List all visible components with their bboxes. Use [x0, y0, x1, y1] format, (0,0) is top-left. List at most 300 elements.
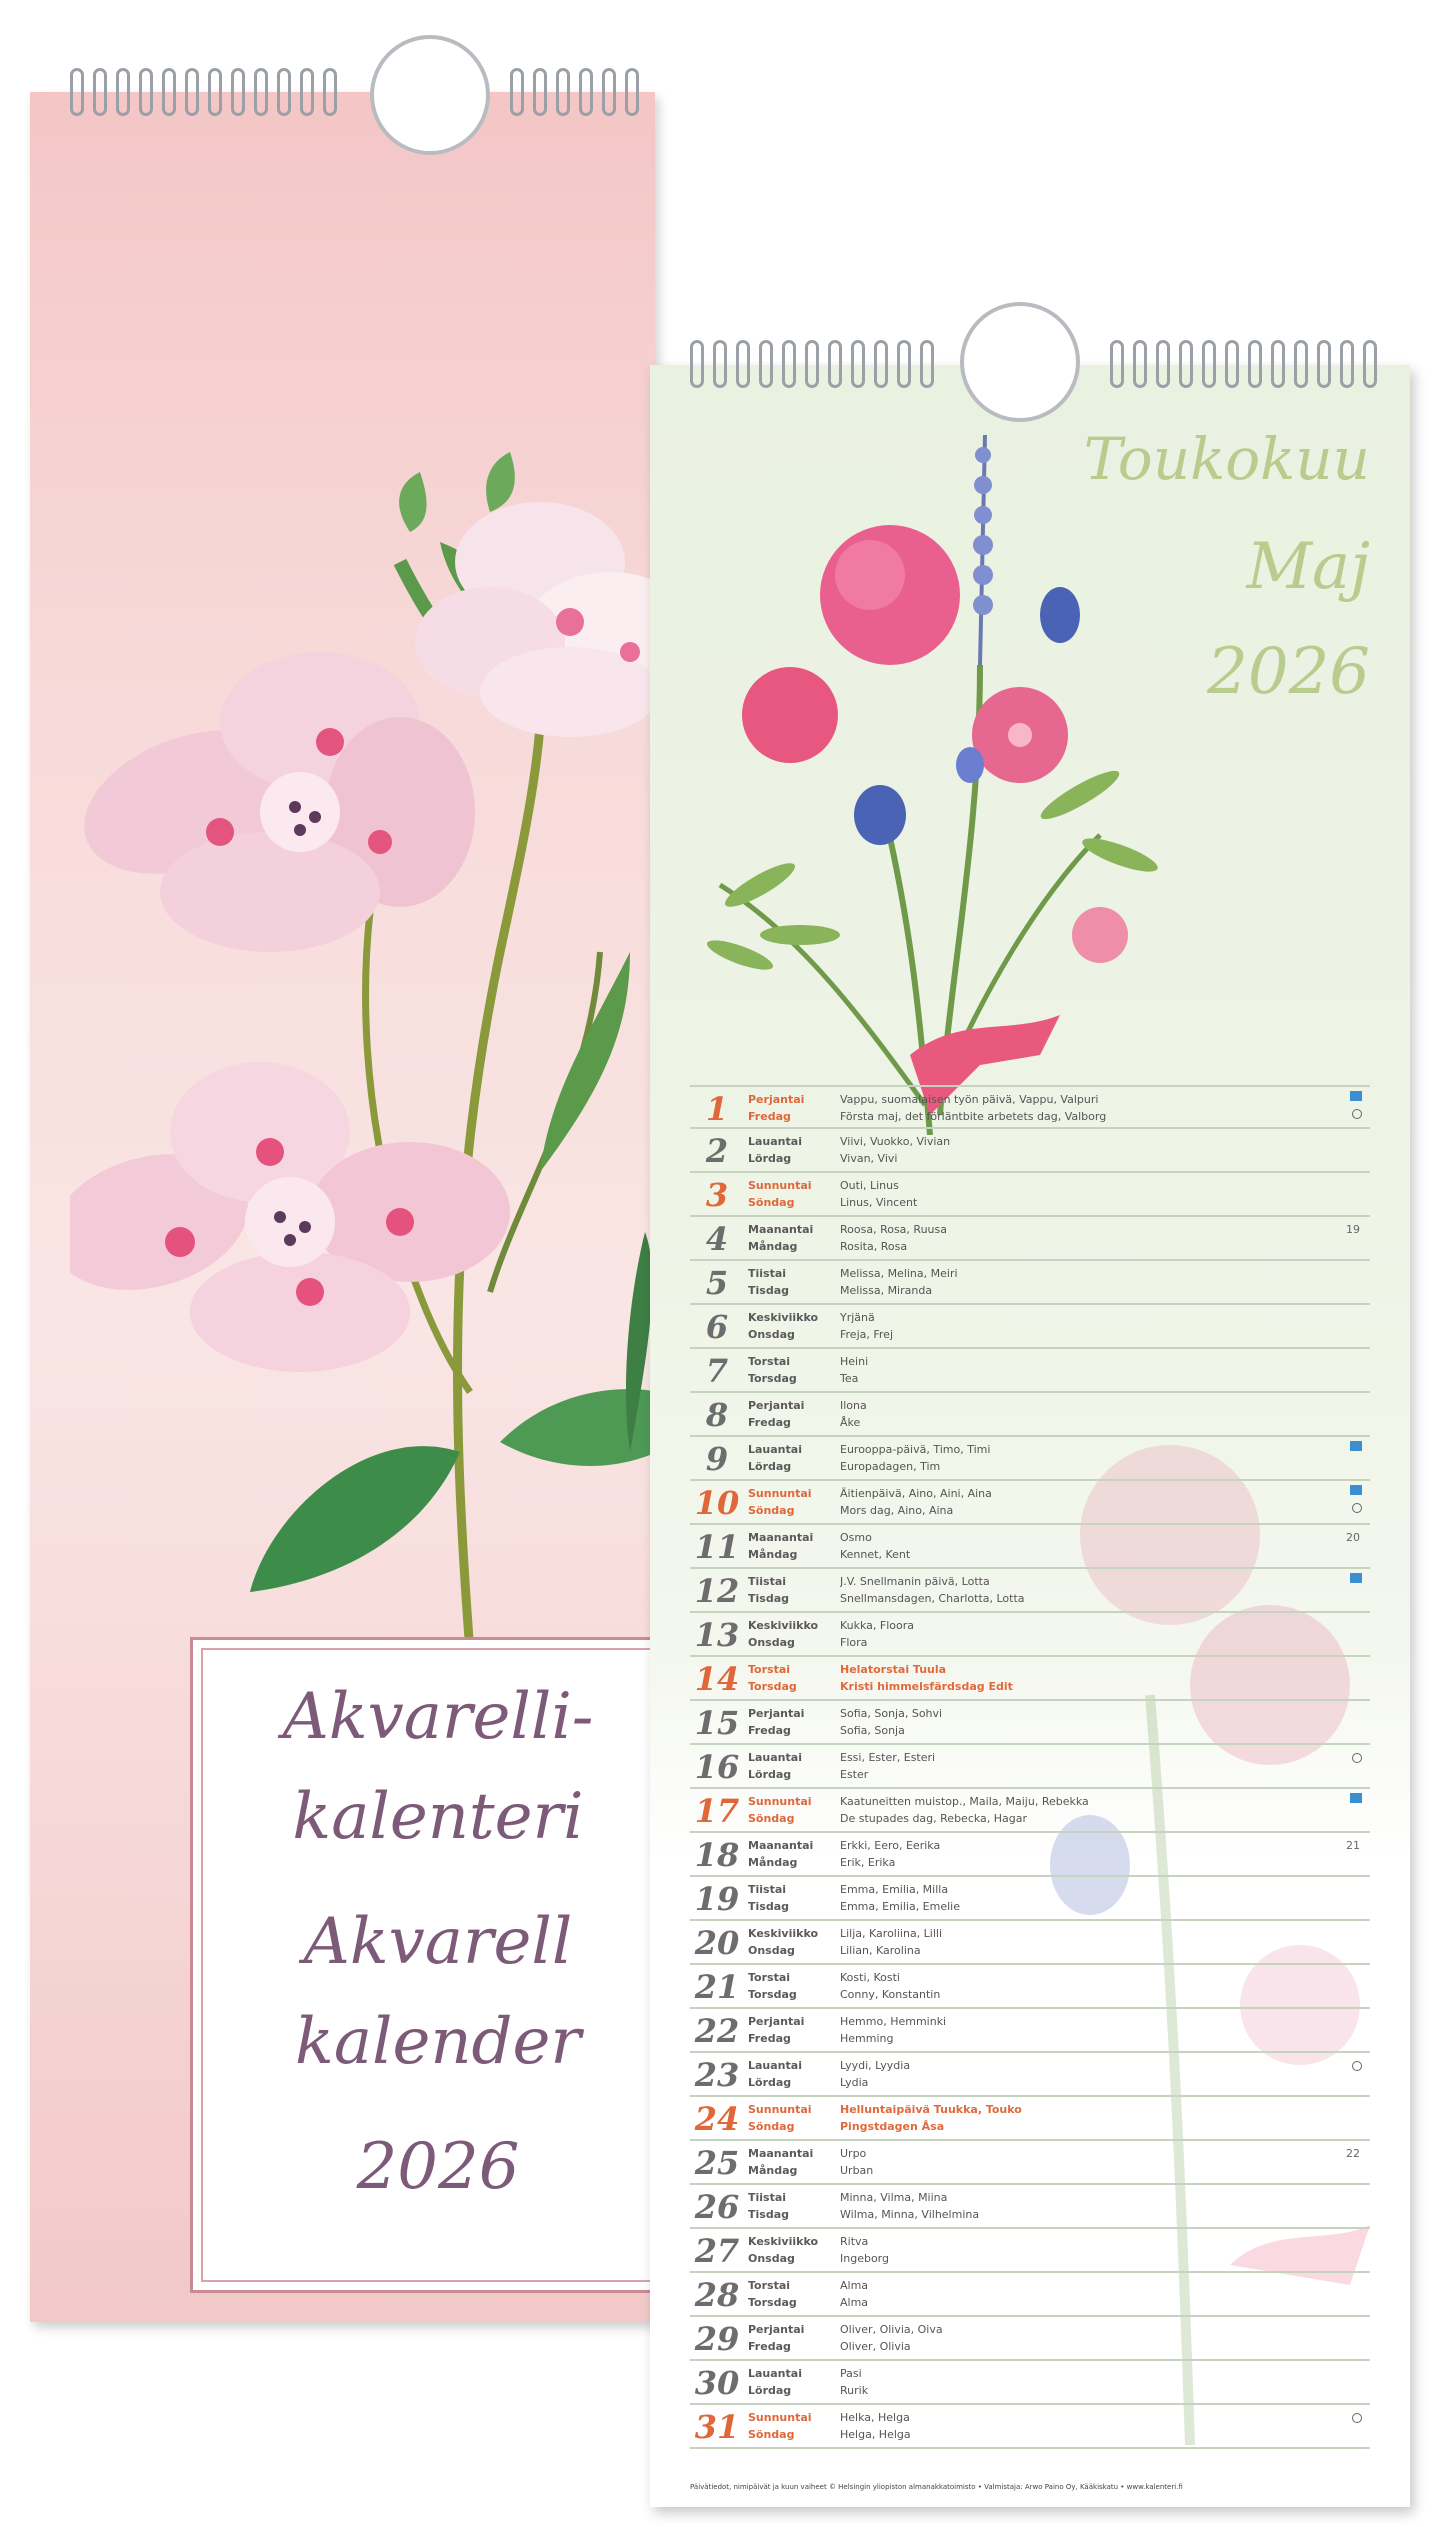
name-days — [840, 1091, 1310, 1125]
spiral-ring — [70, 68, 84, 116]
weekday-names — [748, 1485, 838, 1519]
day-number: 2 — [705, 1132, 729, 1170]
nameday-sv: Lilian, Karolina — [840, 1944, 921, 1957]
weekday-sv: Måndag — [748, 2164, 798, 2177]
weekday-fi: Tiistai — [748, 1575, 787, 1588]
weekday-sv: Lördag — [748, 2076, 792, 2089]
weekday-names — [748, 1397, 838, 1431]
day-number: 3 — [705, 1176, 729, 1214]
nameday-fi: Sofia, Sonja, Sohvi — [840, 1707, 943, 1720]
nameday-fi: Helluntaipäivä Tuukka, Touko — [840, 2103, 1022, 2116]
spiral-ring — [602, 68, 616, 116]
day-row — [690, 1921, 1370, 1965]
flag-icon — [1350, 1441, 1362, 1451]
day-row — [690, 1613, 1370, 1657]
spiral-ring — [162, 68, 176, 116]
day-number: 12 — [694, 1572, 740, 1610]
name-days — [840, 2057, 1310, 2091]
day-row — [690, 2097, 1370, 2141]
spiral-ring — [1340, 340, 1354, 388]
day-number: 27 — [694, 2232, 740, 2270]
weekday-fi: Lauantai — [748, 1751, 802, 1764]
day-number: 22 — [694, 2012, 740, 2050]
name-days — [840, 1705, 1310, 1739]
day-number: 18 — [694, 1836, 740, 1874]
name-days — [840, 1397, 1310, 1431]
name-days — [840, 1661, 1310, 1695]
weekday-names — [748, 2409, 838, 2443]
nameday-fi: Hemmo, Hemminki — [840, 2015, 947, 2028]
name-days — [840, 1177, 1310, 1211]
weekday-sv: Torsdag — [748, 1680, 797, 1693]
weekday-sv: Onsdag — [748, 2252, 795, 2265]
nameday-fi: Ilona — [840, 1399, 867, 1412]
weekday-names — [748, 1265, 838, 1299]
nameday-sv: Ingeborg — [840, 2252, 889, 2265]
name-days — [840, 1441, 1310, 1475]
day-row — [690, 1437, 1370, 1481]
weekday-fi: Maanantai — [748, 1223, 814, 1236]
spiral-ring — [1363, 340, 1377, 388]
spiral-ring — [782, 340, 796, 388]
name-days — [840, 1881, 1310, 1915]
spiral-ring — [185, 68, 199, 116]
weekday-fi: Lauantai — [748, 2059, 802, 2072]
day-number: 24 — [694, 2100, 740, 2138]
day-number: 5 — [705, 1264, 729, 1302]
weekday-sv: Fredag — [748, 1416, 791, 1429]
week-number: 22 — [1346, 2147, 1360, 2160]
nameday-fi: Oliver, Olivia, Oiva — [840, 2323, 943, 2336]
name-days — [840, 1265, 1310, 1299]
weekday-fi: Tiistai — [748, 2191, 787, 2204]
month-name-sv: Maj — [1246, 530, 1370, 604]
nameday-fi: Urpo — [840, 2147, 867, 2160]
day-number: 4 — [705, 1220, 729, 1258]
nameday-fi: Outi, Linus — [840, 1179, 899, 1192]
cover-spiral-binding-right — [510, 68, 639, 116]
cover-calendar — [30, 92, 655, 2322]
flag-icon — [1350, 1793, 1362, 1803]
name-days — [840, 1793, 1310, 1827]
weekday-names — [748, 1441, 838, 1475]
weekday-names — [748, 1793, 838, 1827]
spiral-ring — [323, 68, 337, 116]
spiral-ring — [139, 68, 153, 116]
nameday-sv: Åke — [840, 1416, 861, 1429]
nameday-fi: Essi, Ester, Esteri — [840, 1751, 936, 1764]
weekday-sv: Söndag — [748, 1504, 795, 1517]
nameday-fi: Kaatuneitten muistop., Maila, Maiju, Rebekka — [840, 1795, 1089, 1808]
weekday-names — [748, 1309, 838, 1343]
may-calendar-page — [650, 365, 1410, 2507]
weekday-sv: Måndag — [748, 1548, 798, 1561]
cover-title-fi-line2: kalenteri — [292, 1780, 584, 1854]
day-row — [690, 2273, 1370, 2317]
weekday-sv: Torsdag — [748, 1372, 797, 1385]
nameday-sv: Sofia, Sonja — [840, 1724, 905, 1737]
weekday-fi: Sunnuntai — [748, 2103, 812, 2116]
name-days — [840, 1617, 1310, 1651]
nameday-sv: Oliver, Olivia — [840, 2340, 911, 2353]
nameday-fi: Erkki, Eero, Eerika — [840, 1839, 941, 1852]
spiral-ring — [690, 340, 704, 388]
nameday-sv: Första maj, det förläntbite arbetets dag, Valborg — [840, 1110, 1107, 1123]
weekday-names — [748, 1221, 838, 1255]
name-days — [840, 1573, 1310, 1607]
month-name-fi: Toukokuu — [1083, 425, 1370, 493]
weekday-fi: Maanantai — [748, 1531, 814, 1544]
week-number: 20 — [1346, 1531, 1360, 1544]
day-row — [690, 1217, 1370, 1261]
spiral-ring — [1225, 340, 1239, 388]
nameday-fi: Kukka, Floora — [840, 1619, 915, 1632]
day-row — [690, 1393, 1370, 1437]
weekday-names — [748, 2189, 838, 2223]
weekday-names — [748, 2277, 838, 2311]
day-row — [690, 1877, 1370, 1921]
name-days — [840, 2233, 1310, 2267]
spiral-ring — [93, 68, 107, 116]
name-days — [840, 1353, 1310, 1387]
cover-title-sv-line2: kalender — [295, 2005, 581, 2079]
spiral-ring — [254, 68, 268, 116]
spiral-ring — [759, 340, 773, 388]
nameday-sv: Urban — [840, 2164, 874, 2177]
weekday-fi: Perjantai — [748, 1399, 805, 1412]
day-row — [690, 2317, 1370, 2361]
day-number: 20 — [694, 1924, 740, 1962]
nameday-sv: Wilma, Minna, Vilhelmina — [840, 2208, 980, 2221]
nameday-sv: Kristi himmelsfärdsdag Edit — [840, 1680, 1013, 1693]
nameday-sv: Rurik — [840, 2384, 869, 2397]
spiral-ring — [1294, 340, 1308, 388]
weekday-names — [748, 1925, 838, 1959]
weekday-sv: Fredag — [748, 2032, 791, 2045]
nameday-sv: Europadagen, Tim — [840, 1460, 941, 1473]
weekday-names — [748, 2365, 838, 2399]
spiral-ring — [1248, 340, 1262, 388]
day-number: 8 — [705, 1396, 729, 1434]
weekday-names — [748, 1353, 838, 1387]
spiral-ring — [897, 340, 911, 388]
nameday-sv: Melissa, Miranda — [840, 1284, 933, 1297]
nameday-fi: J.V. Snellmanin päivä, Lotta — [840, 1575, 990, 1588]
weekday-sv: Onsdag — [748, 1328, 795, 1341]
name-days — [840, 2277, 1310, 2311]
day-number: 19 — [694, 1880, 740, 1918]
nameday-sv: De stupades dag, Rebecka, Hagar — [840, 1812, 1028, 1825]
weekday-fi: Maanantai — [748, 1839, 814, 1852]
name-days — [840, 2145, 1310, 2179]
month-year: 2026 — [1207, 635, 1370, 709]
day-row — [690, 1525, 1370, 1569]
nameday-sv: Helga, Helga — [840, 2428, 911, 2441]
weekday-sv: Torsdag — [748, 2296, 797, 2309]
spiral-ring — [231, 68, 245, 116]
nameday-fi: Lyydi, Lyydia — [840, 2059, 911, 2072]
weekday-names — [748, 2145, 838, 2179]
day-row — [690, 1789, 1370, 1833]
day-row — [690, 1745, 1370, 1789]
nameday-fi: Kosti, Kosti — [840, 1971, 900, 1984]
day-row — [690, 2229, 1370, 2273]
cover-year: 2026 — [356, 2130, 520, 2204]
weekday-fi: Keskiviikko — [748, 1619, 819, 1632]
name-days — [840, 2101, 1310, 2135]
nameday-sv: Rosita, Rosa — [840, 1240, 908, 1253]
front-hanger-hole — [960, 302, 1080, 422]
nameday-fi: Melissa, Melina, Meiri — [840, 1267, 958, 1280]
day-number: 26 — [694, 2188, 740, 2226]
weekday-sv: Tisdag — [748, 1592, 789, 1605]
weekday-names — [748, 1661, 838, 1695]
day-number: 16 — [694, 1748, 740, 1786]
footer-credits: Päivätiedot, nimipäivät ja kuun vaiheet © Helsingin yliopiston almanakkatoimisto • Valmistaja: Arwo Paino Oy, Kääkiskatu • www.kalenteri.fi — [690, 2483, 1183, 2491]
weekday-fi: Sunnuntai — [748, 1179, 812, 1192]
spiral-ring — [277, 68, 291, 116]
spiral-ring — [1110, 340, 1124, 388]
nameday-sv: Flora — [840, 1636, 868, 1649]
day-row — [690, 1833, 1370, 1877]
weekday-fi: Torstai — [748, 1971, 791, 1984]
weekday-sv: Fredag — [748, 1110, 791, 1123]
weekday-fi: Perjantai — [748, 1707, 805, 1720]
spiral-ring — [300, 68, 314, 116]
weekday-names — [748, 1091, 838, 1125]
spiral-ring — [1202, 340, 1216, 388]
weekday-sv: Söndag — [748, 1196, 795, 1209]
weekday-fi: Tiistai — [748, 1883, 787, 1896]
front-spiral-binding — [690, 340, 934, 388]
day-row — [690, 1701, 1370, 1745]
nameday-fi: Viivi, Vuokko, Vivian — [840, 1135, 951, 1148]
week-number: 19 — [1346, 1223, 1360, 1236]
day-row — [690, 2141, 1370, 2185]
nameday-sv: Tea — [840, 1372, 859, 1385]
nameday-fi: Äitienpäivä, Aino, Aini, Aina — [840, 1487, 992, 1500]
weekday-sv: Måndag — [748, 1856, 798, 1869]
weekday-sv: Lördag — [748, 2384, 792, 2397]
spiral-ring — [510, 68, 524, 116]
day-row — [690, 1481, 1370, 1525]
weekday-fi: Torstai — [748, 2279, 791, 2292]
weekday-fi: Perjantai — [748, 2323, 805, 2336]
weekday-names — [748, 1573, 838, 1607]
weekday-fi: Sunnuntai — [748, 2411, 812, 2424]
name-days — [840, 2409, 1310, 2443]
nameday-fi: Vappu, suomalaisen työn päivä, Vappu, Valpuri — [840, 1093, 1099, 1106]
name-days — [840, 1221, 1310, 1255]
day-row — [690, 1261, 1370, 1305]
day-number: 13 — [694, 1616, 740, 1654]
day-number: 10 — [694, 1484, 740, 1522]
spiral-ring — [533, 68, 547, 116]
day-number: 31 — [694, 2408, 740, 2446]
nameday-sv: Ester — [840, 1768, 869, 1781]
weekday-sv: Måndag — [748, 1240, 798, 1253]
weekday-fi: Sunnuntai — [748, 1795, 812, 1808]
weekday-names — [748, 1749, 838, 1783]
nameday-fi: Yrjänä — [840, 1311, 875, 1324]
day-row — [690, 1305, 1370, 1349]
weekday-sv: Fredag — [748, 2340, 791, 2353]
nameday-sv: Emma, Emilia, Emelie — [840, 1900, 960, 1913]
nameday-fi: Osmo — [840, 1531, 872, 1544]
weekday-sv: Onsdag — [748, 1944, 795, 1957]
name-days — [840, 1529, 1310, 1563]
name-days — [840, 2189, 1310, 2223]
day-number: 1 — [705, 1090, 729, 1128]
weekday-fi: Sunnuntai — [748, 1487, 812, 1500]
nameday-sv: Mors dag, Aino, Aina — [840, 1504, 954, 1517]
spiral-ring — [1179, 340, 1193, 388]
weekday-names — [748, 1969, 838, 2003]
weekday-fi: Lauantai — [748, 1135, 802, 1148]
weekday-fi: Lauantai — [748, 2367, 802, 2380]
nameday-fi: Lilja, Karoliina, Lilli — [840, 1927, 943, 1940]
weekday-names — [748, 2057, 838, 2091]
nameday-sv: Erik, Erika — [840, 1856, 896, 1869]
moon-phase-icon — [1352, 2413, 1362, 2423]
day-row — [690, 2185, 1370, 2229]
nameday-fi: Heini — [840, 1355, 869, 1368]
day-row — [690, 2053, 1370, 2097]
spiral-ring — [1271, 340, 1285, 388]
day-number: 23 — [694, 2056, 740, 2094]
weekday-fi: Keskiviikko — [748, 2235, 819, 2248]
day-number: 6 — [705, 1308, 729, 1346]
weekday-sv: Söndag — [748, 2428, 795, 2441]
nameday-fi: Ritva — [840, 2235, 869, 2248]
weekday-fi: Perjantai — [748, 1093, 805, 1106]
nameday-fi: Minna, Vilma, Miina — [840, 2191, 948, 2204]
flag-icon — [1350, 1091, 1362, 1101]
weekday-names — [748, 2233, 838, 2267]
day-number: 21 — [694, 1968, 740, 2006]
spiral-ring — [828, 340, 842, 388]
day-row — [690, 1129, 1370, 1173]
day-number: 25 — [694, 2144, 740, 2182]
day-number: 14 — [694, 1660, 740, 1698]
weekday-fi: Maanantai — [748, 2147, 814, 2160]
day-row — [690, 1657, 1370, 1701]
day-row — [690, 1965, 1370, 2009]
weekday-fi: Torstai — [748, 1663, 791, 1676]
nameday-sv: Kennet, Kent — [840, 1548, 911, 1561]
moon-phase-icon — [1352, 1503, 1362, 1513]
nameday-sv: Vivan, Vivi — [840, 1152, 898, 1165]
day-number: 30 — [694, 2364, 740, 2402]
day-row — [690, 1173, 1370, 1217]
name-days — [840, 1309, 1310, 1343]
nameday-fi: Eurooppa-päivä, Timo, Timi — [840, 1443, 991, 1456]
spiral-ring — [713, 340, 727, 388]
day-row — [690, 2009, 1370, 2053]
spiral-ring — [1133, 340, 1147, 388]
name-days — [840, 1925, 1310, 1959]
nameday-fi: Emma, Emilia, Milla — [840, 1883, 949, 1896]
day-number: 29 — [694, 2320, 740, 2358]
day-number: 7 — [705, 1352, 729, 1390]
nameday-fi: Helka, Helga — [840, 2411, 910, 2424]
weekday-sv: Söndag — [748, 2120, 795, 2133]
name-days — [840, 1485, 1310, 1519]
cover-title-box — [190, 1637, 655, 2293]
name-days — [840, 1749, 1310, 1783]
weekday-fi: Keskiviikko — [748, 1311, 819, 1324]
bouquet-illustration — [680, 415, 1200, 1135]
week-number: 21 — [1346, 1839, 1360, 1852]
day-number: 28 — [694, 2276, 740, 2314]
weekday-names — [748, 1837, 838, 1871]
moon-phase-icon — [1352, 1753, 1362, 1763]
weekday-sv: Lördag — [748, 1152, 792, 1165]
name-days — [840, 2013, 1310, 2047]
weekday-sv: Lördag — [748, 1768, 792, 1781]
spiral-ring — [1156, 340, 1170, 388]
spiral-ring — [851, 340, 865, 388]
moon-phase-icon — [1352, 1109, 1362, 1119]
day-row — [690, 1569, 1370, 1613]
spiral-ring — [625, 68, 639, 116]
name-days — [840, 2321, 1310, 2355]
weekday-sv: Söndag — [748, 1812, 795, 1825]
nameday-fi: Helatorstai Tuula — [840, 1663, 947, 1676]
nameday-fi: Alma — [840, 2279, 869, 2292]
spiral-ring — [556, 68, 570, 116]
weekday-fi: Perjantai — [748, 2015, 805, 2028]
day-row — [690, 2361, 1370, 2405]
day-row — [690, 2405, 1370, 2449]
nameday-sv: Alma — [840, 2296, 869, 2309]
spiral-ring — [116, 68, 130, 116]
spiral-ring — [579, 68, 593, 116]
day-grid — [690, 1085, 1370, 2449]
nameday-sv: Freja, Frej — [840, 1328, 893, 1341]
nameday-fi: Roosa, Rosa, Ruusa — [840, 1223, 947, 1236]
flag-icon — [1350, 1485, 1362, 1495]
weekday-names — [748, 1177, 838, 1211]
nameday-sv: Snellmansdagen, Charlotta, Lotta — [840, 1592, 1025, 1605]
cover-flower-illustration — [70, 392, 655, 1652]
spiral-ring — [874, 340, 888, 388]
nameday-sv: Hemming — [840, 2032, 894, 2045]
weekday-names — [748, 2101, 838, 2135]
nameday-sv: Lydia — [840, 2076, 869, 2089]
weekday-sv: Fredag — [748, 1724, 791, 1737]
moon-phase-icon — [1352, 2061, 1362, 2071]
day-number: 15 — [694, 1704, 740, 1742]
spiral-ring — [805, 340, 819, 388]
weekday-names — [748, 1529, 838, 1563]
weekday-sv: Lördag — [748, 1460, 792, 1473]
nameday-sv: Conny, Konstantin — [840, 1988, 941, 2001]
weekday-sv: Tisdag — [748, 1900, 789, 1913]
weekday-sv: Torsdag — [748, 1988, 797, 2001]
front-spiral-binding-right — [1110, 340, 1377, 388]
day-number: 17 — [694, 1792, 740, 1830]
name-days — [840, 1969, 1310, 2003]
day-number: 9 — [705, 1440, 729, 1478]
cover-hanger-hole — [370, 35, 490, 155]
weekday-names — [748, 1617, 838, 1651]
weekday-names — [748, 1705, 838, 1739]
name-days — [840, 1837, 1310, 1871]
day-row — [690, 1085, 1370, 1129]
name-days — [840, 1133, 1310, 1167]
day-row — [690, 1349, 1370, 1393]
